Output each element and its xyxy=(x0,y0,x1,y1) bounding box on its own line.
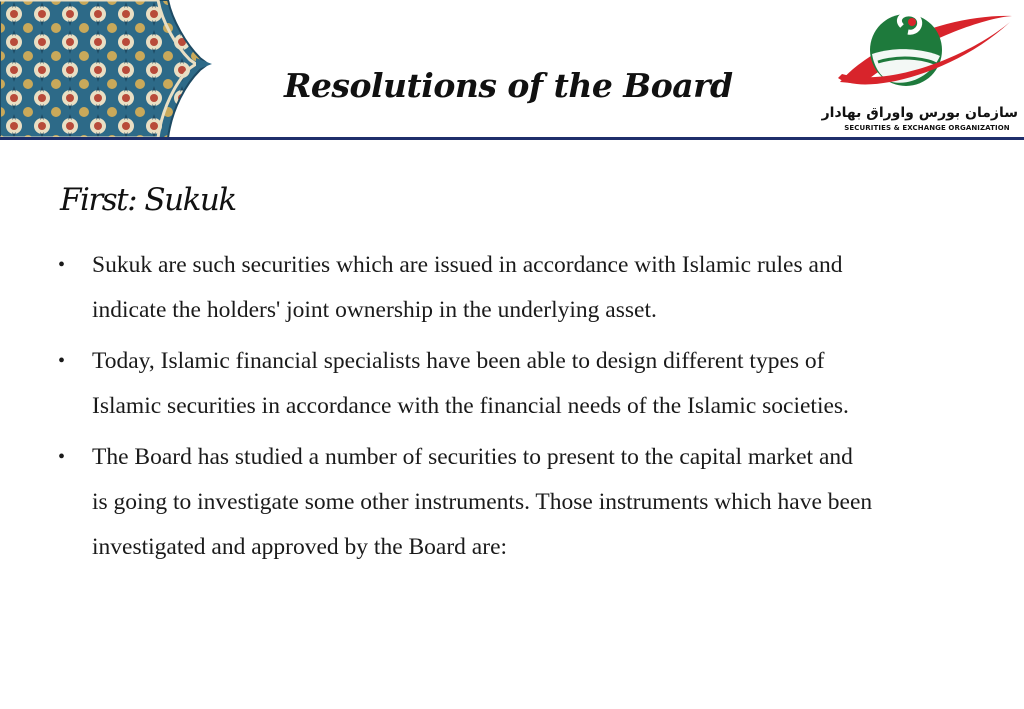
page-title: Resolutions of the Board xyxy=(284,66,733,105)
bullet-text-line: The Board has studied a number of securities to present to the capital market and xyxy=(92,444,853,470)
logo-persian-text: سازمان بورس واوراق بهادار xyxy=(821,105,1018,121)
ornament-pattern-icon xyxy=(0,0,214,138)
bullet-icon: • xyxy=(58,254,66,276)
list-item xyxy=(58,243,978,333)
bullet-icon: • xyxy=(58,446,66,468)
bullet-text-line: Sukuk are such securities which are issued in accordance with Islamic rules and xyxy=(92,252,843,278)
bullet-text-line: Islamic securities in accordance with the financial needs of the Islamic societies. xyxy=(92,393,849,419)
bullet-text-line: Today, Islamic financial specialists have been able to design different types of xyxy=(92,348,825,374)
list-item xyxy=(58,435,978,570)
list-item xyxy=(58,339,978,429)
bullet-text-line: is going to investigate some other instruments. Those instruments which have been xyxy=(92,489,873,515)
header-divider xyxy=(0,137,1024,140)
bullet-text-line: investigated and approved by the Board are: xyxy=(92,534,508,560)
section-subtitle: First: Sukuk xyxy=(60,182,236,218)
bullet-list xyxy=(58,243,978,576)
bullet-text-line: indicate the holders' joint ownership in the underlying asset. xyxy=(92,297,657,323)
header xyxy=(0,0,1024,140)
bullet-icon: • xyxy=(58,350,66,372)
logo-english-text: SECURITIES & EXCHANGE ORGANIZATION xyxy=(844,124,1010,132)
